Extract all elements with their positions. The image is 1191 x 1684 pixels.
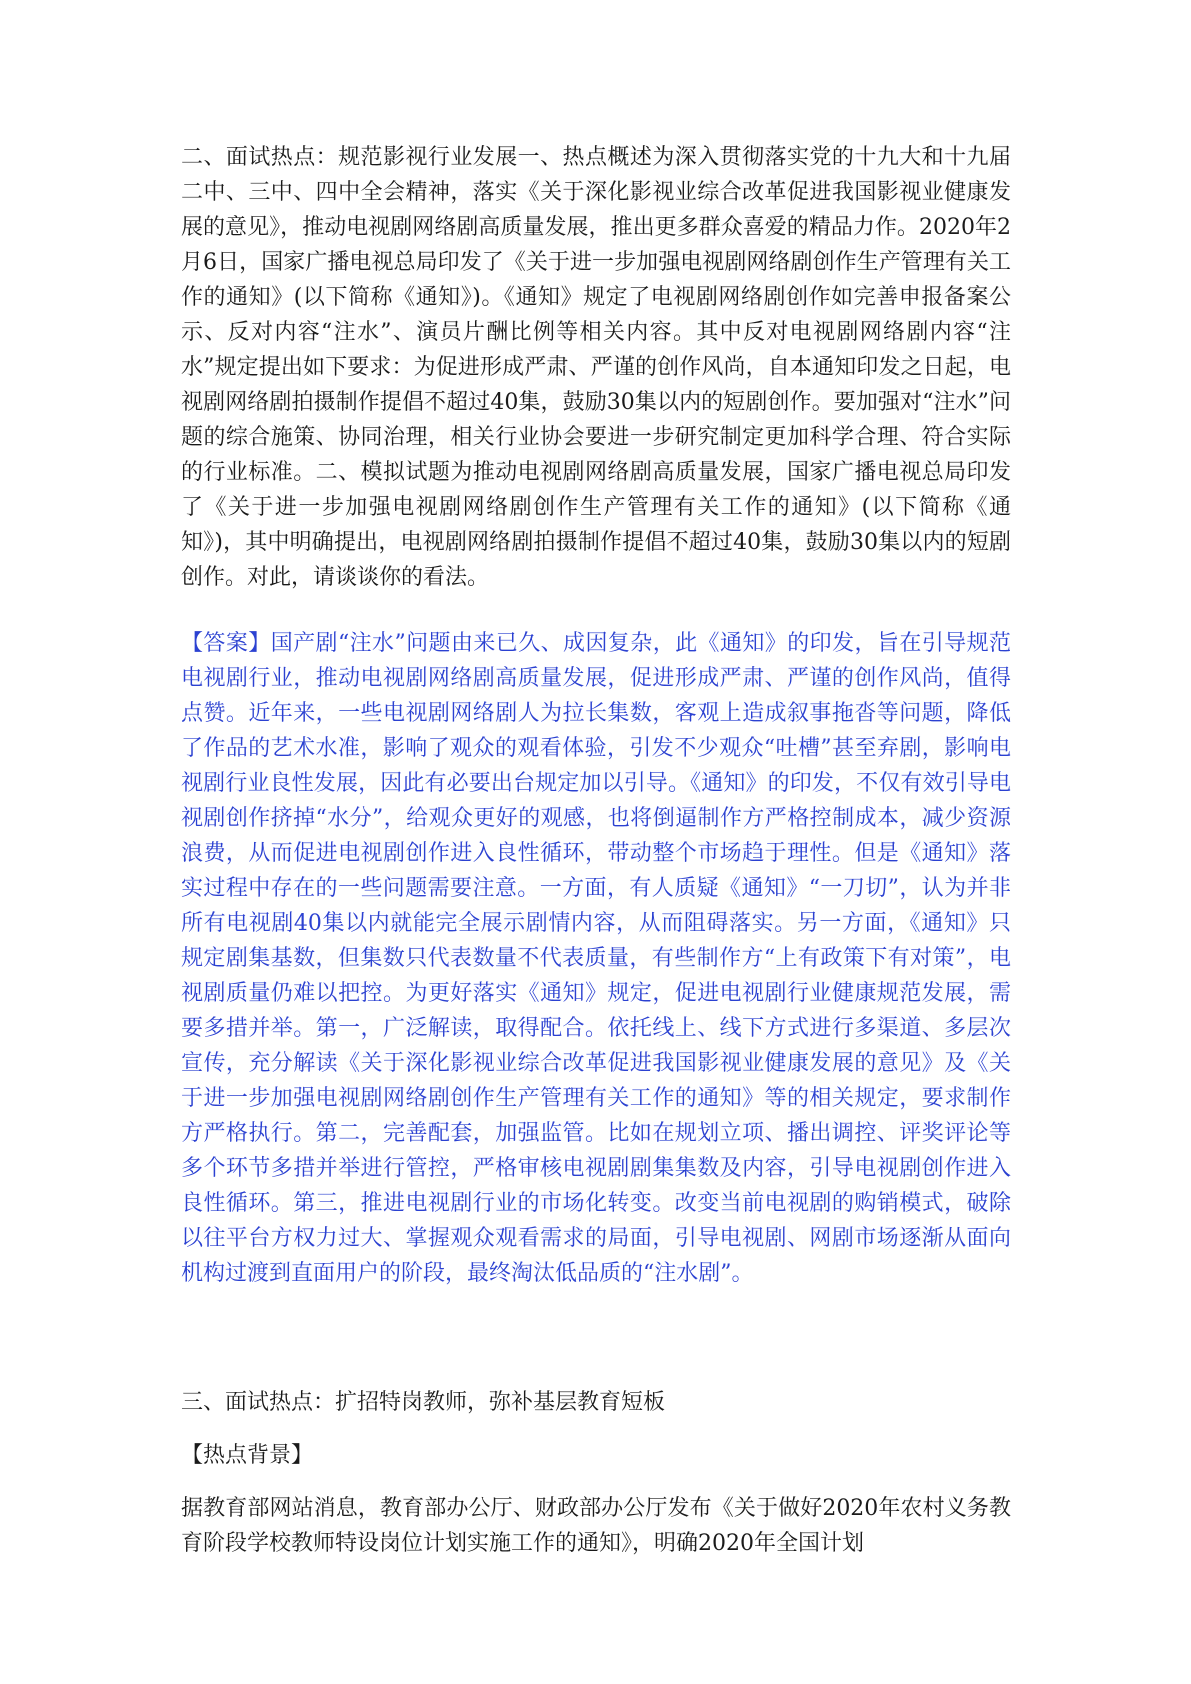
document-page (181, 140, 1011, 1561)
answer-label: 【答案】 (181, 631, 271, 656)
answer-text: 国产剧“注水”问题由来已久、成因复杂，此《通知》的印发，旨在引导规范电视剧行业，推动电视剧网络剧高质量发展，促进形成严肃、严谨的创作风尚，值得点赞。近年来，一些电视剧网络剧人为拉长集数，客观上造成叙事拖沓等问题，降低了作品的艺术水准，影响了观众的观看体验，引发不少观众“吐槽”甚至弃剧，影响电视剧行业良性发展，因此有必要出台规定加以引导。《通知》的印发，不仅有效引导电视剧创作挤掉“水分”，给观众更好的观感，也将倒逼制作方严格控制成本，减少资源浪费，从而促进电视剧创作进入良性循环，带动整个市场趋于理性。但是《通知》落实过程中存在的一些问题需要注意。一方面，有人质疑《通知》“一刀切”，认为并非所有电视剧40集以内就能完全展示剧情内容，从而阻碍落实。另一方面，《通知》只规定剧集基数，但集数只代表数量不代表质量，有些制作方“上有政策下有对策”，电视剧质量仍难以把控。为更好落实《通知》规定，促进电视剧行业健康规范发展，需要多措并举。第一，广泛解读，取得配合。依托线上、线下方式进行多渠道、多层次宣传，充分解读《关于深化影视业综合改革促进我国影视业健康发展的意见》及《关于进一步加强电视剧网络剧创作生产管理有关工作的通知》等的相关规定，要求制作方严格执行。第二，完善配套，加强监管。比如在规划立项、播出调控、评奖评论等多个环节多措并举进行管控，严格审核电视剧剧集集数及内容，引导电视剧创作进入良性循环。第三，推进电视剧行业的市场化转变。改变当前电视剧的购销模式，破除以往平台方权力过大、掌握观众观看需求的局面，引导电视剧、网剧市场逐渐从面向机构过渡到直面用户的阶段，最终淘汰低品质的“注水剧”。 (181, 631, 1011, 1286)
background-label: 【热点背景】 (181, 1443, 314, 1468)
section3-heading: 三、面试热点：扩招特岗教师，弥补基层教育短板 (181, 1390, 666, 1415)
section2-intro-paragraph: 二、面试热点：规范影视行业发展一、热点概述为深入贯彻落实党的十九大和十九届二中、三中、四中全会精神，落实《关于深化影视业综合改革促进我国影视业健康发展的意见》，推动电视剧网络剧高质量发展，推出更多群众喜爱的精品力作。2020年2月6日，国家广播电视总局印发了《关于进一步加强电视剧网络剧创作生产管理有关工作的通知》(以下简称《通知》)。《通知》规定了电视剧网络剧创作如完善申报备案公示、反对内容“注水”、演员片酬比例等相关内容。其中反对电视剧网络剧内容“注水”规定提出如下要求：为促进形成严肃、严谨的创作风尚，自本通知印发之日起，电视剧网络剧拍摄制作提倡不超过40集，鼓励30集以内的短剧创作。要加强对“注水”问题的综合施策、协同治理，相关行业协会要进一步研究制定更加科学合理、符合实际的行业标准。二、模拟试题为推动电视剧网络剧高质量发展，国家广播电视总局印发了《关于进一步加强电视剧网络剧创作生产管理有关工作的通知》(以下简称《通知》)，其中明确提出，电视剧网络剧拍摄制作提倡不超过40集，鼓励30集以内的短剧创作。对此，请谈谈你的看法。 (181, 145, 1011, 590)
background-paragraph: 据教育部网站消息，教育部办公厅、财政部办公厅发布《关于做好2020年农村义务教育阶段学校教师特设岗位计划实施工作的通知》，明确2020年全国计划 (181, 1496, 1011, 1556)
answer-paragraph (181, 626, 1011, 1291)
